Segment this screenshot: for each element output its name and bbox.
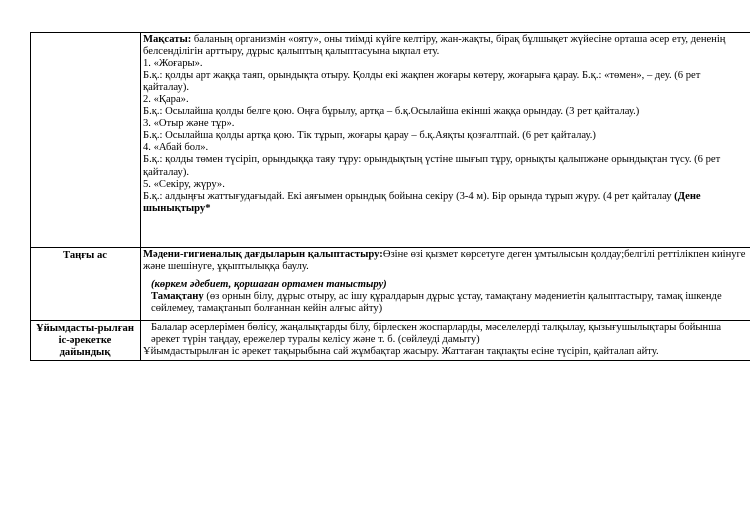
exercise-line: Б.қ.: Осылайша қолды белге қою. Оңға бұрылу, артқа – б.қ.Осылайша екінші жаққа орындау. (3 рет қайталау.) xyxy=(143,106,640,118)
schedule-table xyxy=(30,32,750,361)
exercise-text: Б.қ.: алдыңғы жаттығудағыдай. Екі аяғымен орындық бойына секіру (3-4 м). Бір орында тұрып жүру. (4 рет қайталау xyxy=(143,190,672,202)
hygiene-text: Өзіне өзі қызмет көрсетуге деген ұмтылысын қолдау;белгілі реттілікпен киінуге және шешінуге, ұқыптылыққа баулу. xyxy=(143,249,746,273)
subject-note: (Дене шынықтыру* xyxy=(143,190,701,214)
breakfast-cell xyxy=(141,248,750,321)
exercise-line: Б.қ.: Осылайша қолды артқа қою. Тік тұрып, жоғары қарау – б.қ.Аяқты қозғалтпай. (6 рет қайталау.) xyxy=(143,130,596,142)
hygiene-heading: Мәдени-гигиеналық дағдыларын қалыптастыру: xyxy=(143,249,383,260)
meal-heading: Тамақтану xyxy=(151,291,204,303)
hygiene-paragraph xyxy=(143,249,747,273)
exercise-line xyxy=(143,191,747,215)
table-row xyxy=(31,248,750,321)
table-row xyxy=(31,33,750,248)
exercise-line: 5. «Секіру, жүру». xyxy=(143,178,225,190)
preparation-cell xyxy=(141,321,750,361)
row-label-breakfast: Таңғы ас xyxy=(31,248,141,321)
meal-paragraph xyxy=(143,291,747,315)
preparation-line: Ұйымдастырылған іс әрекет тақырыбына сай жұмбақтар жасыру. Жаттаған тақпақты есіне түсіріп, қайталап айту. xyxy=(143,346,659,358)
exercise-line: 2. «Қара». xyxy=(143,94,189,106)
row-label-empty xyxy=(31,33,141,248)
meal-text: (өз орнын білу, дұрыс отыру, ас ішу құралдарын дұрыс ұстау, тамақтану мәдениетін қалыптастыру, тамақ ішкенде сөйлемеу, тамақтанып болғаннан кейін алғыс айту) xyxy=(151,291,722,315)
exercise-line: 1. «Жоғары». xyxy=(143,58,203,70)
row-label-preparation: Ұйымдасты-рылған іс-әрекетке дайындық xyxy=(31,321,141,361)
area-note: (көркем әдебиет, қоршаған ортамен таныстыру) xyxy=(151,279,387,291)
exercise-line: 3. «Отыр және тұр». xyxy=(143,118,235,130)
exercise-cell xyxy=(141,33,750,248)
goal-text: баланың организмін «ояту», оны тиімді күйге келтіру, жан-жақты, бірақ бұлшықет жүйесіне орташа әсер ету, дененің белсенділігін арттыру, дұрыс қалыптың қалыптасуына ықпал ету. xyxy=(143,34,726,58)
exercise-line: Б.қ.: қолды арт жаққа таяп, орындықта отыру. Қолды екі жақпен жоғары көтеру, жоғарыға қарау. Б.қ.: «төмен», – деу. (6 рет қайталау). xyxy=(143,70,701,94)
goal-heading: Мақсаты: xyxy=(143,34,192,45)
schedule-sheet xyxy=(30,32,746,361)
preparation-line: Балалар әсерлерімен бөлісу, жаңалықтарды білу, бірлескен жоспарларды, мәселелерді талқылау, қызығушылықтары бойынша әрекет түрін таңдау, ережелер туралы келісу және т. б. (сөйлеуді дамыту) xyxy=(151,322,722,346)
goal-paragraph xyxy=(143,34,747,58)
exercise-line: 4. «Абай бол». xyxy=(143,142,209,154)
exercise-line: Б.қ.: қолды төмен түсіріп, орындыққа таяу тұру: орындықтың үстіне шығып тұру, орнықты қалыпжәне орындықтан түсу. (6 рет қайталау). xyxy=(143,154,721,178)
table-row xyxy=(31,321,750,361)
